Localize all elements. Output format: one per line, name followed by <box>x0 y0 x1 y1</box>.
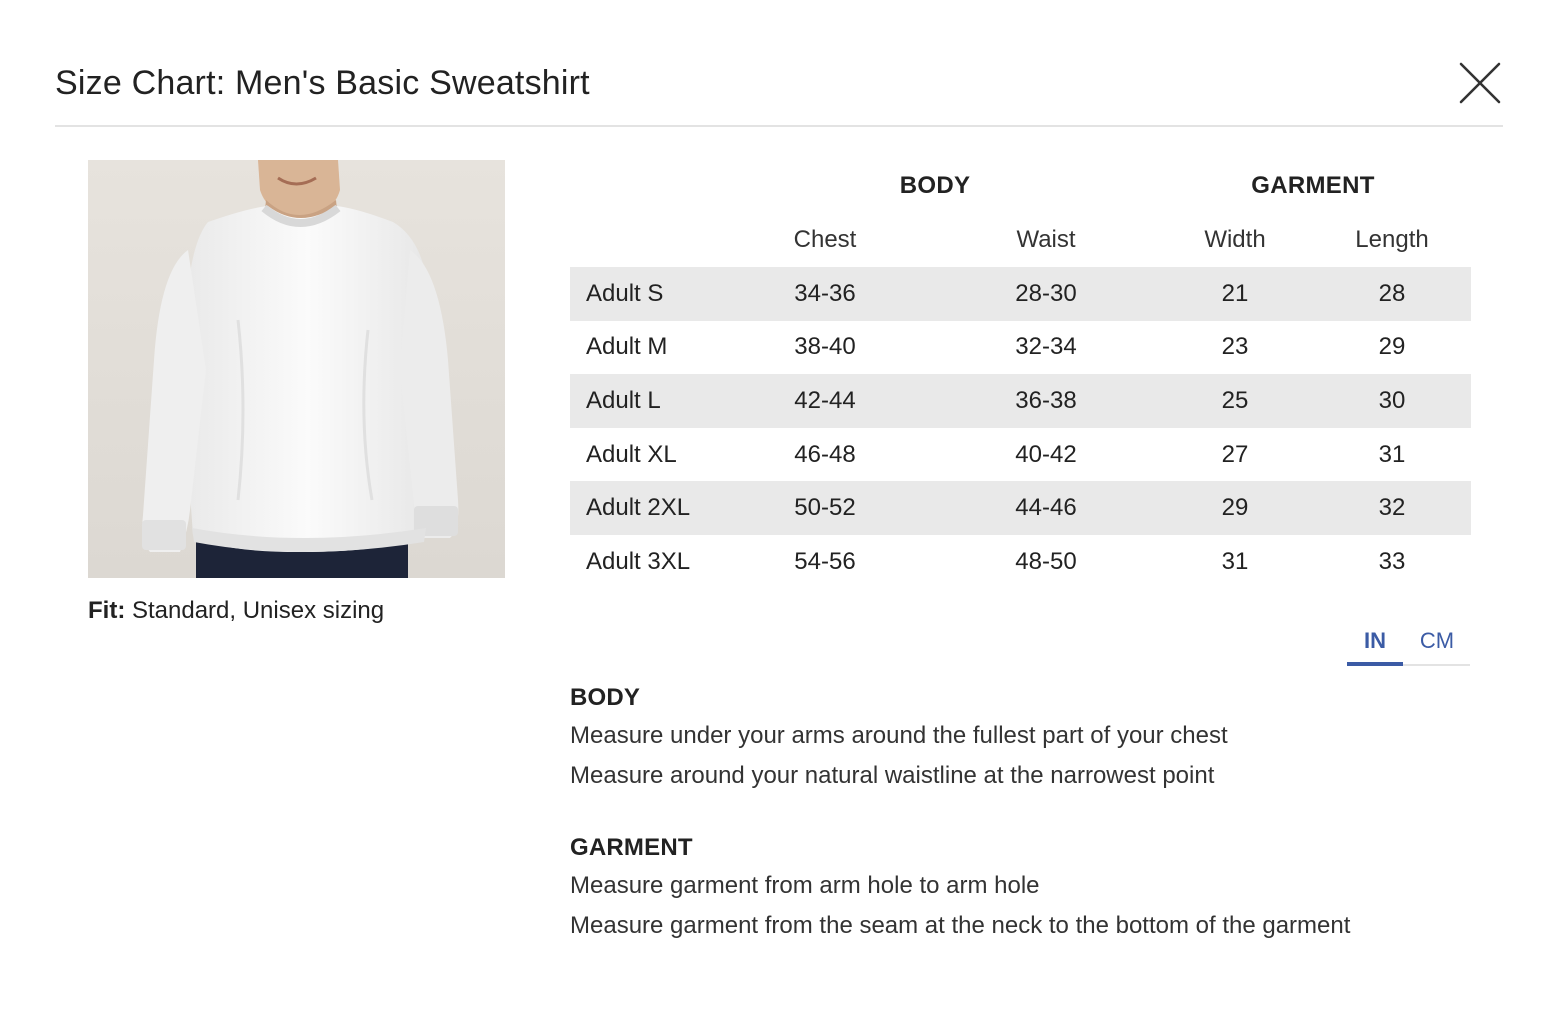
waist-cell: 40-42 <box>1015 440 1077 468</box>
width-cell: 23 <box>1221 333 1249 361</box>
size-cell: Adult 2XL <box>586 494 691 522</box>
table-column-header-row <box>570 214 1471 267</box>
width-cell: 21 <box>1221 279 1249 307</box>
unit-toggle <box>1347 622 1470 666</box>
modal-header <box>55 40 1503 127</box>
width-cell: 25 <box>1221 386 1249 414</box>
group-header-body: BODY <box>899 172 971 199</box>
width-cell: 31 <box>1221 547 1249 575</box>
table-row <box>570 428 1471 482</box>
column-header-width: Width <box>1204 226 1266 253</box>
unit-tab-cm[interactable]: CM <box>1419 628 1455 653</box>
garment-section-title: GARMENT <box>570 834 693 861</box>
fit-value: Standard, Unisex sizing <box>125 597 385 624</box>
column-header-length: Length <box>1355 226 1429 253</box>
modal-title: Size Chart: Men's Basic Sweatshirt <box>55 64 590 102</box>
length-cell: 29 <box>1378 333 1406 361</box>
waist-cell: 48-50 <box>1015 547 1077 575</box>
size-cell: Adult M <box>586 333 668 361</box>
length-cell: 30 <box>1378 386 1406 414</box>
length-cell: 33 <box>1378 547 1406 575</box>
size-cell: Adult XL <box>586 440 677 468</box>
chest-cell: 38-40 <box>794 333 856 361</box>
body-instruction-chest: Measure under your arms around the fullest part of your chest <box>570 722 1228 749</box>
group-header-garment: GARMENT <box>1251 172 1375 199</box>
table-row <box>570 535 1471 589</box>
sweatshirt-model-image <box>88 160 505 578</box>
garment-instruction-length: Measure garment from the seam at the neck to the bottom of the garment <box>570 912 1351 939</box>
unit-tab-in[interactable]: IN <box>1347 622 1403 666</box>
waist-cell: 36-38 <box>1015 386 1077 414</box>
length-cell: 28 <box>1378 279 1406 307</box>
table-row <box>570 267 1471 321</box>
waist-cell: 44-46 <box>1015 494 1077 522</box>
width-cell: 29 <box>1221 494 1249 522</box>
chest-cell: 50-52 <box>794 494 856 522</box>
body-section-title: BODY <box>570 684 641 711</box>
column-header-chest: Chest <box>793 226 857 253</box>
column-header-waist: Waist <box>1016 226 1076 253</box>
waist-cell: 28-30 <box>1015 279 1077 307</box>
body-instruction-waist: Measure around your natural waistline at the narrowest point <box>570 762 1215 789</box>
product-image <box>88 160 505 578</box>
length-cell: 32 <box>1378 494 1406 522</box>
size-cell: Adult L <box>586 386 661 414</box>
garment-instruction-width: Measure garment from arm hole to arm hole <box>570 872 1040 899</box>
fit-info <box>88 597 384 625</box>
size-cell: Adult 3XL <box>586 547 691 575</box>
table-group-header-row <box>570 160 1471 214</box>
chest-cell: 42-44 <box>794 386 856 414</box>
length-cell: 31 <box>1378 440 1406 468</box>
chest-cell: 46-48 <box>794 440 856 468</box>
table-row <box>570 481 1471 535</box>
size-table <box>570 160 1471 589</box>
width-cell: 27 <box>1221 440 1249 468</box>
chest-cell: 34-36 <box>794 279 856 307</box>
chest-cell: 54-56 <box>794 547 856 575</box>
measurement-instructions <box>570 680 1470 946</box>
waist-cell: 32-34 <box>1015 333 1077 361</box>
size-cell: Adult S <box>586 279 664 307</box>
close-button[interactable] <box>1457 60 1503 106</box>
table-row <box>570 374 1471 428</box>
fit-label: Fit: <box>88 597 126 624</box>
close-icon <box>1457 60 1503 106</box>
table-row <box>570 321 1471 375</box>
